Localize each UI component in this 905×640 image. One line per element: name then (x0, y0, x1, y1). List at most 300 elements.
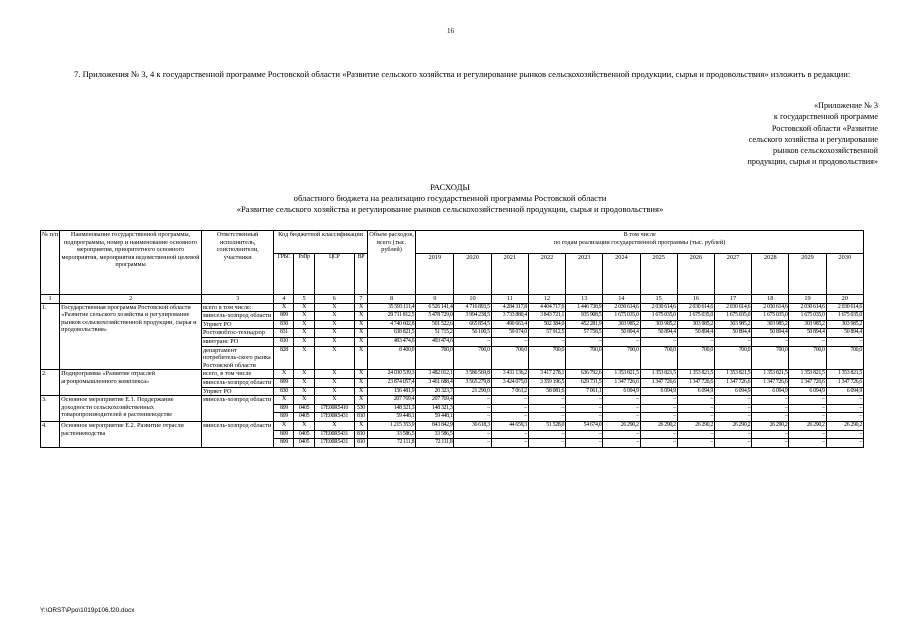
row-total: 148 321,3 (367, 404, 415, 413)
row-year-value: – (826, 430, 863, 439)
row-year-value: – (677, 430, 714, 439)
row-year-value: 935 908,5 (566, 312, 603, 321)
row-year-value: 3 424 075,0 (491, 378, 528, 387)
row-year-value: – (491, 404, 528, 413)
row-year-value: 3 994 238,5 (454, 312, 491, 321)
row-grbs: 831 (274, 329, 294, 338)
row-year-value: 6 094,9 (826, 387, 863, 396)
row-year-value: 36 618,3 (454, 421, 491, 430)
row-year-value: 44 659,3 (491, 421, 528, 430)
row-rzpr: X (294, 378, 314, 387)
row-year-value: 3 586 569,8 (454, 370, 491, 379)
row-csr: X (314, 320, 354, 329)
row-year-value: – (752, 337, 789, 346)
row-executor: минсель-хозпрод области (201, 396, 273, 422)
row-year-value: – (714, 413, 751, 422)
row-total: 8 400,0 (367, 346, 415, 370)
row-year-value: 50 894,4 (640, 329, 677, 338)
row-year-value: – (566, 404, 603, 413)
row-year-value: 2 030 614,6 (677, 303, 714, 312)
row-year-value: 26 290,2 (640, 421, 677, 430)
row-year-value: 303 985,2 (603, 320, 640, 329)
row-grbs: 830 (274, 320, 294, 329)
row-year-value: 502 384,0 (528, 320, 565, 329)
row-year-value: 54 674,0 (566, 421, 603, 430)
appendix-line: к государственной программе (773, 112, 878, 122)
appendix-line: сельского хозяйства и регулирование (748, 134, 878, 144)
row-year-value: – (491, 337, 528, 346)
row-year-value: – (491, 439, 528, 448)
row-name: Подпрограмма «Развитие отраслей агропромышленного комплекса» (60, 370, 202, 396)
row-year-value: – (603, 404, 640, 413)
header-code-col: ЦСР (314, 254, 354, 295)
row-vr: X (354, 337, 367, 346)
heading-title: РАСХОДЫ (430, 182, 470, 192)
row-csr: X (314, 303, 354, 312)
row-total: 29 711 812,5 (367, 312, 415, 321)
row-year-value: 700,0 (752, 346, 789, 370)
row-year-value: 1 675 035,0 (677, 312, 714, 321)
row-grbs: X (274, 370, 294, 379)
row-executor: всего, в том числе (201, 370, 273, 379)
row-rzpr: 0405 (294, 413, 314, 422)
row-year-value: 1 347 726,6 (826, 378, 863, 387)
row-year-value: 493 474,6 (416, 337, 454, 346)
header-including (416, 231, 864, 254)
row-year-value: – (677, 337, 714, 346)
header-executor: Ответственный исполнитель, соисполнители, участники (201, 231, 273, 295)
row-name: Государственная программа Ростовской области «Развитие сельского хозяйства и регулирование рынков сельскохозяйственной продукции, сырья и продовольствия» (60, 303, 202, 370)
row-total: 59 448,1 (367, 413, 415, 422)
column-number: 19 (789, 295, 826, 304)
row-year-value: – (789, 439, 826, 448)
row-rzpr: X (294, 387, 314, 396)
row-executor: минсель-хозпрод области (201, 378, 273, 387)
header-year: 2022 (528, 254, 565, 295)
row-total: 23 874 057,4 (367, 378, 415, 387)
row-year-value: – (677, 404, 714, 413)
row-year-value: 700,0 (826, 346, 863, 370)
row-year-value: 700,0 (677, 346, 714, 370)
row-year-value: 303 985,2 (789, 320, 826, 329)
header-year: 2027 (714, 254, 751, 295)
row-year-value: – (752, 430, 789, 439)
row-year-value: 6 094,9 (789, 387, 826, 396)
row-year-value: – (789, 430, 826, 439)
row-year-value: 2 030 614,6 (714, 303, 751, 312)
row-year-value: 1 353 821,5 (826, 370, 863, 379)
row-year-value: 3 565 279,8 (454, 378, 491, 387)
column-number: 7 (354, 295, 367, 304)
row-rzpr: X (294, 329, 314, 338)
row-year-value: 700,0 (491, 346, 528, 370)
column-number: 9 (416, 295, 454, 304)
header-year: 2020 (454, 254, 491, 295)
row-executor: минсель-хозпрод области (201, 312, 273, 321)
header-year: 2021 (491, 254, 528, 295)
row-name: Основное мероприятие Е.1. Поддержание доходности сельскохозяйственных товаропроизводителей в растениеводстве (60, 396, 202, 422)
row-year-value: 6 526 141,4 (416, 303, 454, 312)
row-year-value: 6 094,9 (752, 387, 789, 396)
column-number: 18 (752, 295, 789, 304)
row-year-value: – (603, 337, 640, 346)
row-year-value: 50 894,4 (789, 329, 826, 338)
header-name: Наименование государственной программы, подпрограммы, номер и наименование основного мероприятия, приоритетного основного мероприятия, мероприятия ведомственной целевой программы (60, 231, 202, 295)
row-year-value: 700,0 (454, 346, 491, 370)
row-grbs: X (274, 303, 294, 312)
row-year-value: 3 431 136,2 (491, 370, 528, 379)
column-number: 11 (491, 295, 528, 304)
row-year-value: – (454, 430, 491, 439)
row-year-value: 26 290,2 (752, 421, 789, 430)
row-year-value: 1 675 035,0 (640, 312, 677, 321)
row-year-value: 1 347 726,6 (640, 378, 677, 387)
row-executor: минсель-хозпрод области (201, 421, 273, 447)
row-year-value: 50 894,4 (677, 329, 714, 338)
row-year-value: 490 663,4 (491, 320, 528, 329)
row-year-value: 50 894,4 (714, 329, 751, 338)
file-path-footer: Y:\ORST\Ppo\1019p106.f20.docx (40, 607, 135, 614)
row-year-value: 2 030 614,6 (752, 303, 789, 312)
row-vr: 810 (354, 430, 367, 439)
row-year-value: – (640, 404, 677, 413)
column-number: 3 (201, 295, 273, 304)
row-vr: X (354, 378, 367, 387)
column-number-row (41, 295, 864, 304)
header-including-label: В том числе (623, 231, 656, 238)
column-number: 5 (294, 295, 314, 304)
row-year-value: 1 347 726,6 (789, 378, 826, 387)
appendix-line: рынков сельскохозяйственной (773, 146, 878, 156)
row-csr: X (314, 378, 354, 387)
row-year-value: 303 985,2 (714, 320, 751, 329)
row-year-value: – (528, 439, 565, 448)
row-year-value: – (566, 337, 603, 346)
row-vr: X (354, 346, 367, 370)
row-vr: X (354, 421, 367, 430)
header-year: 2029 (789, 254, 826, 295)
row-year-value: – (640, 337, 677, 346)
row-year-value: 56 100,5 (454, 329, 491, 338)
row-vr: X (354, 312, 367, 321)
row-year-value: 700,0 (603, 346, 640, 370)
row-year-value: – (603, 439, 640, 448)
header-year: 2026 (677, 254, 714, 295)
row-number: 3. (41, 396, 60, 422)
row-total: 33 586,5 (367, 430, 415, 439)
row-vr: X (354, 329, 367, 338)
column-number: 4 (274, 295, 294, 304)
row-year-value: 1 353 821,5 (640, 370, 677, 379)
row-year-value: – (454, 396, 491, 405)
row-csr: X (314, 312, 354, 321)
row-executor: департамент потребитель-ского рынка Ростовской области (201, 346, 273, 370)
row-year-value: 1 353 821,5 (789, 370, 826, 379)
row-year-value: 1 347 726,6 (677, 378, 714, 387)
row-year-value: 50 894,4 (826, 329, 863, 338)
row-total: 72 111,8 (367, 439, 415, 448)
row-rzpr: X (294, 370, 314, 379)
row-csr: 17Е00R5431 (314, 430, 354, 439)
header-year: 2024 (603, 254, 640, 295)
row-rzpr: 0405 (294, 439, 314, 448)
row-year-value: 6 094,9 (714, 387, 751, 396)
row-year-value: – (826, 439, 863, 448)
row-rzpr: X (294, 396, 314, 405)
row-grbs: X (274, 396, 294, 405)
row-rzpr: 0405 (294, 404, 314, 413)
row-year-value: – (454, 337, 491, 346)
row-vr: X (354, 387, 367, 396)
row-vr: X (354, 320, 367, 329)
row-grbs: X (274, 421, 294, 430)
row-year-value: – (640, 413, 677, 422)
row-year-value: 1 347 726,6 (752, 378, 789, 387)
row-year-value: 21 290,0 (454, 387, 491, 396)
row-csr: 17Е00R5431 (314, 439, 354, 448)
column-number: 12 (528, 295, 565, 304)
row-year-value: – (528, 404, 565, 413)
row-rzpr: X (294, 312, 314, 321)
row-vr: 530 (354, 404, 367, 413)
header-budget-code: Код бюджетной классификации (274, 231, 368, 254)
row-year-value: 3 417 278,1 (528, 370, 565, 379)
row-csr: X (314, 329, 354, 338)
row-year-value: – (714, 337, 751, 346)
row-year-value: 57 912,5 (528, 329, 565, 338)
row-year-value: – (752, 439, 789, 448)
table-row (41, 396, 864, 405)
column-number: 14 (603, 295, 640, 304)
row-year-value: 2 030 614,6 (789, 303, 826, 312)
row-year-value: 700,0 (566, 346, 603, 370)
column-number: 6 (314, 295, 354, 304)
header-num: № п/п (41, 231, 60, 295)
row-year-value: 3 733 880,4 (491, 312, 528, 321)
row-year-value: – (677, 413, 714, 422)
row-year-value: 7 061,2 (491, 387, 528, 396)
row-vr: X (354, 303, 367, 312)
heading-program-name: «Развитие сельского хозяйства и регулирование рынков сельскохозяйственной продукции, сырья и продовольствия» (236, 204, 664, 214)
row-year-value: 6 094,9 (677, 387, 714, 396)
row-year-value: 2 030 614,6 (826, 303, 863, 312)
row-year-value: – (454, 404, 491, 413)
row-year-value: 6 094,9 (603, 387, 640, 396)
row-grbs: 809 (274, 312, 294, 321)
row-executor: всего в том числе: (201, 303, 273, 312)
header-volume: Объем расходов, всего (тыс. рублей) (367, 231, 415, 295)
row-year-value: 51 528,0 (528, 421, 565, 430)
row-year-value: 700,0 (789, 346, 826, 370)
row-year-value: 303 985,2 (752, 320, 789, 329)
row-year-value: – (454, 439, 491, 448)
row-year-value: 700,0 (640, 346, 677, 370)
row-year-value: 1 675 035,0 (789, 312, 826, 321)
row-year-value: 303 985,2 (640, 320, 677, 329)
row-year-value: 50 894,4 (752, 329, 789, 338)
row-year-value: – (566, 439, 603, 448)
column-number: 13 (566, 295, 603, 304)
row-year-value: 1 675 035,0 (714, 312, 751, 321)
row-csr: 17Е00R5431 (314, 413, 354, 422)
row-year-value: – (714, 404, 751, 413)
row-year-value: 3 359 196,5 (528, 378, 565, 387)
row-executor: Упрвет РО (201, 320, 273, 329)
row-csr: X (314, 337, 354, 346)
row-year-value: – (603, 413, 640, 422)
row-year-value: 72 111,8 (416, 439, 454, 448)
row-year-value: 4 284 317,8 (491, 303, 528, 312)
row-csr: 17Е00R5410 (314, 404, 354, 413)
row-year-value: – (528, 396, 565, 405)
row-year-value: 1 353 821,5 (603, 370, 640, 379)
table-row (41, 421, 864, 430)
header-code-col: ВР (354, 254, 367, 295)
row-year-value: 4 716 893,5 (454, 303, 491, 312)
row-vr: 810 (354, 439, 367, 448)
row-csr: X (314, 421, 354, 430)
row-csr: X (314, 396, 354, 405)
row-year-value: 33 586,5 (416, 430, 454, 439)
header-year: 2028 (752, 254, 789, 295)
row-year-value: 7 061,1 (566, 387, 603, 396)
row-year-value: 1 347 726,6 (714, 378, 751, 387)
row-year-value: 3 843 721,1 (528, 312, 565, 321)
row-year-value: 1 446 738,9 (566, 303, 603, 312)
row-year-value: – (752, 413, 789, 422)
table-row (41, 303, 864, 312)
row-executor: минтранс РО (201, 337, 273, 346)
row-year-value: 665 854,5 (454, 320, 491, 329)
table-row (41, 370, 864, 379)
appendix-line: продукции, сырья и продовольствия» (747, 157, 878, 167)
row-year-value: 50 894,4 (603, 329, 640, 338)
row-grbs: 830 (274, 387, 294, 396)
row-year-value: – (789, 337, 826, 346)
row-year-value: – (714, 430, 751, 439)
header-code-col: ГРБС (274, 254, 294, 295)
row-year-value: – (640, 439, 677, 448)
header-by-years-label: по годам реализации государственной программы (тыс. рублей) (553, 238, 726, 246)
row-year-value: 2 030 614,6 (640, 303, 677, 312)
row-year-value: – (528, 337, 565, 346)
row-year-value: – (566, 396, 603, 405)
row-year-value: 501 522,6 (416, 320, 454, 329)
column-number: 1 (41, 295, 60, 304)
row-year-value: – (491, 430, 528, 439)
row-year-value: – (566, 413, 603, 422)
row-number: 2. (41, 370, 60, 396)
row-year-value: – (752, 404, 789, 413)
row-year-value: – (640, 396, 677, 405)
row-year-value: – (566, 430, 603, 439)
column-number: 10 (454, 295, 491, 304)
row-rzpr: X (294, 346, 314, 370)
header-year: 2030 (826, 254, 863, 295)
row-total: 156 481,9 (367, 387, 415, 396)
row-grbs: 809 (274, 413, 294, 422)
row-year-value: 1 353 821,5 (677, 370, 714, 379)
row-grbs: 810 (274, 337, 294, 346)
row-rzpr: 0405 (294, 430, 314, 439)
row-year-value: 58 081,6 (528, 387, 565, 396)
header-row (41, 231, 864, 254)
row-total: 638 821,5 (367, 329, 415, 338)
document-heading (40, 182, 860, 215)
row-year-value: 3 482 012,1 (416, 370, 454, 379)
column-number: 20 (826, 295, 863, 304)
row-vr: 810 (354, 413, 367, 422)
row-year-value: 26 290,2 (603, 421, 640, 430)
row-vr: X (354, 396, 367, 405)
row-year-value: – (454, 413, 491, 422)
row-year-value: 1 675 035,0 (752, 312, 789, 321)
row-year-value: – (752, 396, 789, 405)
row-year-value: 303 985,2 (677, 320, 714, 329)
column-number: 2 (60, 295, 202, 304)
header-code-col: РзПр (294, 254, 314, 295)
row-year-value: 2 030 614,6 (603, 303, 640, 312)
row-year-value: – (826, 396, 863, 405)
row-year-value: – (789, 404, 826, 413)
row-number: 4. (41, 421, 60, 447)
row-year-value: 700,0 (714, 346, 751, 370)
row-year-value: – (603, 396, 640, 405)
row-year-value: 148 321,3 (416, 404, 454, 413)
page-number: 16 (447, 27, 454, 35)
row-year-value: 636 792,6 (566, 370, 603, 379)
row-name: Основное мероприятие Е.2. Развитие отрасли растениеводства (60, 421, 202, 447)
row-year-value: 5 478 729,0 (416, 312, 454, 321)
row-csr: X (314, 387, 354, 396)
row-year-value: – (789, 413, 826, 422)
row-year-value: 452 281,9 (566, 320, 603, 329)
row-year-value: 51 715,2 (416, 329, 454, 338)
row-rzpr: X (294, 303, 314, 312)
header-year: 2023 (566, 254, 603, 295)
row-year-value: 700,0 (416, 346, 454, 370)
row-year-value: – (677, 439, 714, 448)
row-year-value: 303 985,2 (826, 320, 863, 329)
row-total: 4 740 602,8 (367, 320, 415, 329)
row-year-value: 1 675 035,0 (826, 312, 863, 321)
row-grbs: 809 (274, 404, 294, 413)
row-year-value: – (603, 430, 640, 439)
row-year-value: 1 353 821,5 (714, 370, 751, 379)
column-number: 8 (367, 295, 415, 304)
row-year-value: 26 290,2 (789, 421, 826, 430)
row-year-value: – (528, 430, 565, 439)
row-year-value: – (640, 430, 677, 439)
row-year-value: 843 842,9 (416, 421, 454, 430)
row-year-value: 6 094,9 (640, 387, 677, 396)
row-year-value: 57 758,5 (566, 329, 603, 338)
column-number: 15 (640, 295, 677, 304)
row-vr: X (354, 370, 367, 379)
column-number: 17 (714, 295, 751, 304)
row-year-value: – (826, 337, 863, 346)
row-year-value: – (714, 439, 751, 448)
header-year: 2019 (416, 254, 454, 295)
row-rzpr: X (294, 337, 314, 346)
row-year-value: 59 448,1 (416, 413, 454, 422)
row-csr: X (314, 346, 354, 370)
row-executor: Упрвет РО (201, 387, 273, 396)
row-year-value: 629 731,5 (566, 378, 603, 387)
row-number: 1. (41, 303, 60, 370)
row-year-value: 207 769,4 (416, 396, 454, 405)
row-year-value: 1 353 821,5 (752, 370, 789, 379)
